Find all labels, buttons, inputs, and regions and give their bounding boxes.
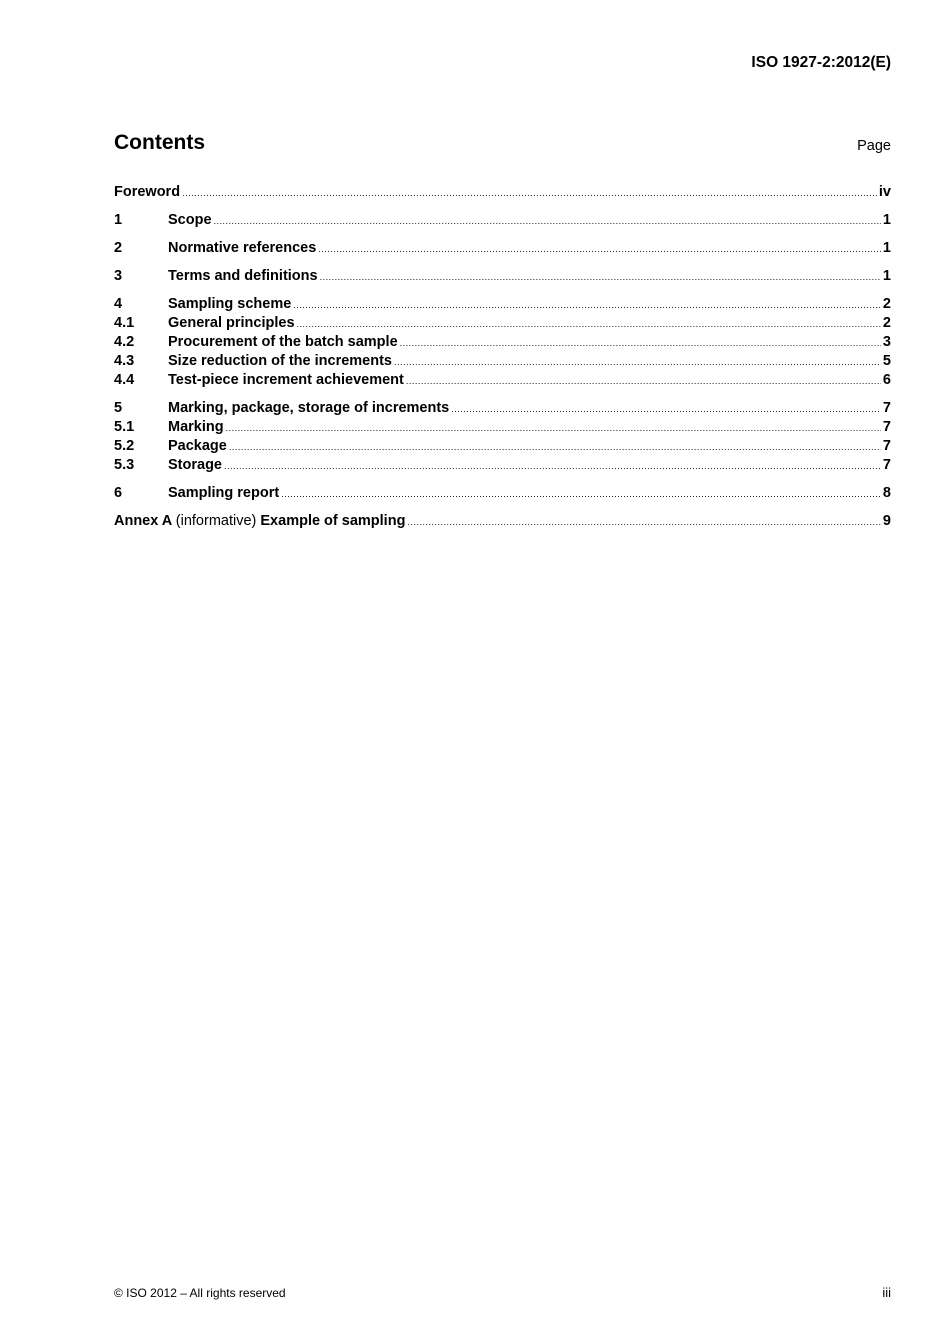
toc-entry-page: 9: [882, 513, 891, 529]
toc-entry-title: Storage: [168, 457, 222, 473]
toc-entry-page: 8: [882, 485, 891, 501]
toc-entry-number: 4.4: [114, 372, 135, 388]
toc-entry-title: Test-piece increment achievement: [168, 372, 404, 388]
toc-entry-storage[interactable]: [114, 456, 891, 475]
toc-leader: [394, 353, 881, 372]
toc-leader: [400, 334, 881, 353]
annex-label: Annex A: [114, 513, 172, 529]
toc-entry-sampling-scheme[interactable]: [114, 295, 891, 314]
toc-entry-page: 7: [882, 457, 891, 473]
toc-entry-general-principles[interactable]: [114, 314, 891, 333]
toc-entry-title: Sampling report: [168, 485, 280, 501]
toc-entry-title: Marking: [168, 419, 224, 435]
toc-entry-number: 5.3: [114, 457, 135, 473]
toc-entry-number: 5.1: [114, 419, 135, 435]
toc-entry-procurement-batch-sample[interactable]: [114, 333, 891, 352]
toc-entry-title: Normative references: [168, 240, 317, 256]
toc-entry-title: Terms and definitions: [168, 268, 318, 284]
toc-entry-title: Foreword: [114, 184, 181, 200]
toc-entry-foreword[interactable]: [114, 183, 891, 202]
toc-leader: [451, 400, 881, 419]
toc-entry-marking-package-storage[interactable]: [114, 399, 891, 418]
toc-entry-annex-a[interactable]: [114, 512, 891, 531]
toc-entry-page: 3: [882, 334, 891, 350]
toc-entry-page: iv: [878, 184, 891, 200]
toc-leader: [214, 212, 881, 231]
toc-entry-title: Sampling scheme: [168, 296, 292, 312]
toc-entry-title: General principles: [168, 315, 295, 331]
toc-entry-title: Procurement of the batch sample: [168, 334, 398, 350]
toc-leader: [318, 240, 881, 259]
annex-title: Example of sampling: [260, 513, 406, 529]
toc-entry-number: 2: [114, 240, 123, 256]
toc-leader: [293, 296, 881, 315]
toc-leader: [229, 438, 881, 457]
toc-entry-page: 5: [882, 353, 891, 369]
toc-leader: [320, 268, 881, 287]
toc-entry-number: 6: [114, 485, 123, 501]
toc-entry-page: 7: [882, 400, 891, 416]
toc-entry-number: 3: [114, 268, 123, 284]
toc-entry-test-piece-increment[interactable]: [114, 371, 891, 390]
toc-entry-number: 4.1: [114, 315, 135, 331]
toc-leader: [297, 315, 881, 334]
toc-entry-page: 1: [882, 240, 891, 256]
toc-entry-number: 4: [114, 296, 123, 312]
toc-leader: [406, 372, 881, 391]
toc-leader: [281, 485, 881, 504]
toc-entry-normative-references[interactable]: [114, 239, 891, 258]
toc-entry-package[interactable]: [114, 437, 891, 456]
toc-leader: [226, 419, 881, 438]
page-column-label: Page: [857, 138, 891, 154]
toc-entry-number: 5: [114, 400, 123, 416]
document-id: ISO 1927-2:2012(E): [751, 54, 891, 71]
toc-entry-sampling-report[interactable]: [114, 484, 891, 503]
toc-entry-title: Scope: [168, 212, 212, 228]
toc-entry-page: 7: [882, 419, 891, 435]
toc-entry-marking[interactable]: [114, 418, 891, 437]
toc-entry-terms-and-definitions[interactable]: [114, 267, 891, 286]
toc-entry-title: Marking, package, storage of increments: [168, 400, 450, 416]
toc-entry-title: [114, 512, 405, 531]
page-number: iii: [882, 1285, 891, 1300]
toc-entry-number: 1: [114, 212, 123, 228]
toc-entry-page: 1: [882, 268, 891, 284]
toc-entry-number: 5.2: [114, 438, 135, 454]
toc-entry-title: Size reduction of the increments: [168, 353, 392, 369]
table-of-contents: [114, 183, 891, 531]
toc-entry-page: 2: [882, 315, 891, 331]
annex-type: (informative): [175, 513, 257, 529]
toc-entry-size-reduction[interactable]: [114, 352, 891, 371]
toc-entry-page: 6: [882, 372, 891, 388]
contents-title: Contents: [114, 131, 205, 154]
toc-entry-number: 4.3: [114, 353, 135, 369]
toc-entry-number: 4.2: [114, 334, 135, 350]
toc-leader: [407, 513, 880, 532]
toc-leader: [182, 184, 877, 203]
toc-leader: [224, 457, 881, 476]
toc-entry-page: 2: [882, 296, 891, 312]
toc-entry-title: Package: [168, 438, 227, 454]
toc-entry-page: 7: [882, 438, 891, 454]
toc-entry-scope[interactable]: [114, 211, 891, 230]
copyright-notice: © ISO 2012 – All rights reserved: [114, 1286, 286, 1300]
toc-entry-page: 1: [882, 212, 891, 228]
